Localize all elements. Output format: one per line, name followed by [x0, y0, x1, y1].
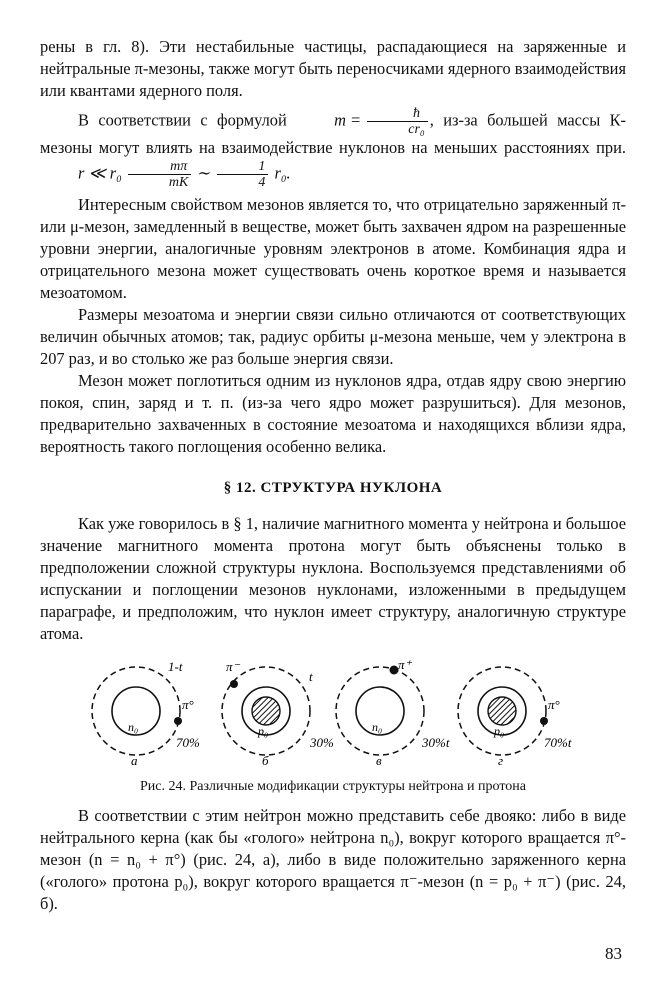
figure-caption: Рис. 24. Различные модификации структуры нейтрона и протона: [140, 779, 526, 794]
probability-label: t: [309, 669, 313, 684]
paragraph-2: [40, 106, 626, 190]
section-heading: § 12. СТРУКТУРА НУКЛОНА: [223, 480, 443, 496]
fraction-denominator: mK: [168, 175, 189, 190]
meson-dot: [230, 680, 238, 688]
formula-r-lhs: r ≪ r₀: [78, 163, 122, 183]
percent-label: 70%: [176, 735, 200, 750]
diagram-letter: б: [262, 753, 269, 768]
core-label: p₀: [258, 724, 269, 738]
fraction-numerator: ħ: [367, 106, 428, 122]
core: [488, 697, 516, 725]
paragraph-5: Мезон может поглотиться одним из нуклонов ядра, отдав ядру свою энергию покоя, спин, заряд и т. п. (из-за чего ядро может разрушиться). Для мезонов, предварительно захваченных в состояние мезоатома и находящихся вблизи ядра, вероятность такого поглощения особенно велика.: [40, 371, 626, 456]
diagram-letter: в: [376, 753, 382, 768]
formula-fraction-mass: [128, 159, 191, 190]
paragraph-2-text-b: , из-за большей массы К-мезоны могут влиять на взаимодействие нуклонов на меньших расстояниях при.: [40, 110, 626, 157]
percent-label: 30%: [310, 735, 334, 750]
paragraph-6: Как уже говорилось в § 1, наличие магнитного момента у нейтрона и большое значение магнитного момента протона могут быть объяснены только в предположении сложной структуры нуклона. Воспользуемся представлениями об испускании и поглощении мезонов нуклонами, изложенными в предыдущем параграфе, и предположим, что нуклон имеет структуру, аналогичную структуре атома.: [40, 514, 626, 643]
page-number: 83: [605, 944, 622, 963]
paragraph-2-text-a: В соответствии с формулой: [78, 110, 287, 130]
percent-label: 30%t: [422, 735, 450, 750]
formula-r-end: r₀.: [274, 163, 291, 183]
formula-sim: ∼: [197, 163, 212, 183]
paragraph-3: Интересным свойством мезонов является то, что отрицательно заряженный π- или μ-мезон, замедленный в веществе, может быть захвачен ядром на разрешенные уровни энергии, аналогичные уровням электронов в атоме. Комбинация ядра и отрицательного мезона может существовать очень короткое время и называется мезоатомом.: [40, 195, 626, 302]
formula-fraction-quarter: [217, 159, 268, 190]
diagram-letter: г: [498, 753, 504, 768]
meson-label: π⁻: [226, 659, 240, 674]
fraction-numerator: mπ: [128, 159, 191, 175]
core-label: p₀: [494, 724, 505, 738]
probability-label: 1-t: [168, 659, 183, 674]
nucleon-structure-diagram: [40, 659, 626, 769]
diagram-b: [222, 659, 334, 768]
formula-fraction-hbar: [367, 106, 428, 137]
fraction-numerator: 1: [217, 159, 268, 175]
percent-label: 70%t: [544, 735, 572, 750]
fraction-denominator: cr₀: [408, 122, 425, 137]
meson-dot: [540, 717, 548, 725]
meson-label: π°: [182, 697, 194, 712]
paragraph-7: В соответствии с этим нейтрон можно представить себе двояко: либо в виде нейтрального керна (как бы «голого» нейтрона n₀), вокруг которого вращается π°-мезон (n = n₀ + π°) (рис. 24, а), либо в виде положительно заряженного керна («голого» протона p₀), вокруг которого вращается π⁻-мезон (n = p₀ + π⁻) (рис. 24, б).: [40, 806, 626, 913]
diagram-a: [92, 659, 200, 768]
paragraph-1: рены в гл. 8). Эти нестабильные частицы, распадающиеся на заряженные и нейтральные π-мезоны, также могут быть переносчиками ядерного взаимодействия или квантами ядерного поля.: [40, 37, 626, 100]
page-body: [40, 36, 626, 915]
meson-label: π°: [548, 697, 560, 712]
diagram-letter: а: [131, 753, 138, 768]
core-label: n₀: [128, 720, 139, 734]
meson-dot: [174, 717, 182, 725]
figure-24: [40, 659, 626, 769]
core-label: n₀: [372, 720, 383, 734]
formula-m: [296, 106, 430, 137]
formula-m-lhs: m =: [334, 110, 362, 130]
meson-label: π⁺: [398, 659, 412, 672]
fraction-denominator: 4: [258, 175, 266, 190]
paragraph-4: Размеры мезоатома и энергии связи сильно отличаются от соответствующих величин обычных атомов; так, радиус орбиты μ-мезона меньше, чем у электрона в 207 раз, и во столько же раз больше энергия связи.: [40, 305, 626, 368]
formula-r: [40, 159, 291, 190]
diagram-c: [336, 659, 450, 768]
core: [252, 697, 280, 725]
diagram-d: [458, 667, 572, 768]
